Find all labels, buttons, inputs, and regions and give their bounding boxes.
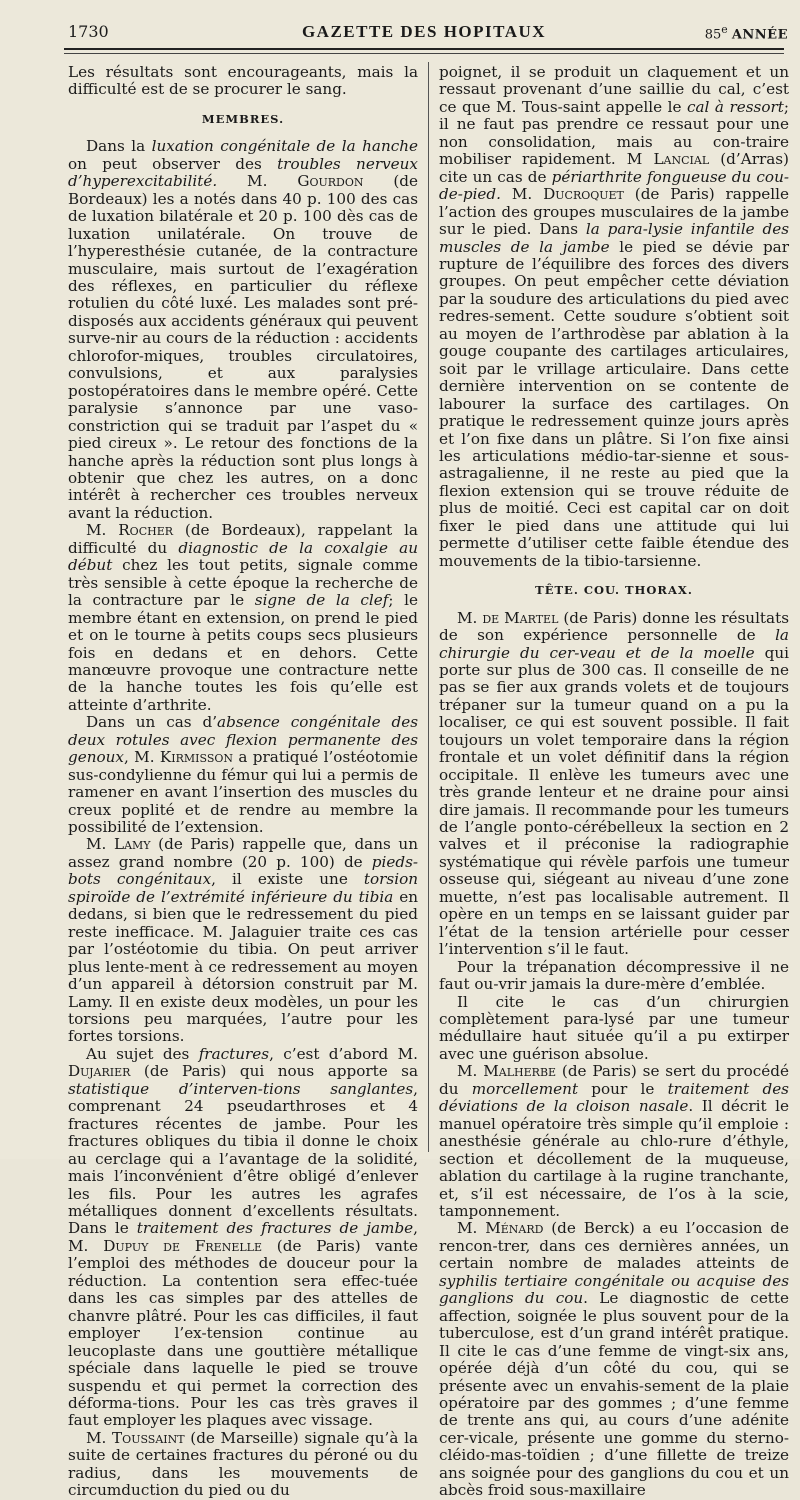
paragraph-cal-a-ressort: poignet, il se produit un claquement et un ressaut provenant d’une saillie du cal, c’est ce que M. Tous-saint appelle le cal à ressort; il ne faut pas prendre ce ressaut pour une non consolidation, mais au con-traire mobiliser rapidement. M Lancial (d’Arras) cite un cas de périarthrite fongueuse du cou-de-pied. M. Ducroquet (de Paris) rappelle l’action des groupes musculaires de la jambe sur le pied. Dans la para-lysie infantile des muscles de la jambe le pied se dévie par rupture de l’équilibre des forces des divers groupes. On peut empêcher cette déviation par la soudure des articulations du pied avec redres-sement. Cette soudure s’obtient soit au moyen de l’arthrodèse par ablation à la gouge coupante des cartilages articulaires, soit par le vrillage articulaire. Dans cette dernière intervention on se contente de labourer la surface des cartilages. On pratique le redressement quinze jours après et l’on fixe dans un plâtre. Si l’on fixe ainsi les articulations médio-tar-sienne et sous-astragalienne, il ne reste au pied que la flexion extension qui se trouve réduite de plus de moitié. Ceci est capital car on doit fixer le pied dans une attitude qui lui permette d’utiliser cette faible étendue des mouvements de la tibio-tarsienne. (439, 63, 789, 570)
paragraph-cloison-nasale: M. Malherbe (de Paris) se sert du procédé du morcellement pour le traitement des déviations de la cloison nasale. Il décrit le manuel opératoire très simple qu’il emploie : anesthésie générale au chlo-rure d’éthyle, section et décollement de la muqueuse, ablation du cartilage à la rugine tranchante, et, s’il est nécessaire, de l’os à la scie, tamponnement. (439, 1062, 789, 1220)
paragraph-syphilis-ganglions: M. Ménard (de Berck) a eu l’occasion de rencon-trer, dans ces dernières années, un certain nombre de malades atteints de syphilis tertiaire congénitale ou acquise des ganglions du cou. Le diagnostic de cette affection, soignée le plus souvent pour de la tuberculose, est d’un grand intérêt pratique. Il cite le cas d’une femme de vingt-six ans, opérée déjà d’un côté du cou, qui se présente avec un envahis-sement de la plaie opératoire par des gommes ; d’une femme de trente ans qui, au cours d’une adénite cer-vicale, présente une gomme du sterno-cléido-mas-toïdien ; d’une fillette de treize ans soignée pour des ganglions du cou et un abcès froid sous-maxillaire (439, 1219, 789, 1500)
paragraph-tumeur-medullaire: Il cite le cas d’un chirurgien complètement para-lysé par une tumeur médullaire haut située qu’il a pu extirper avec une guérison absolue. (439, 992, 789, 1063)
paragraph-luxation: Dans la luxation congénitale de la hanche on peut observer des troubles nerveux d’hyperexcitabilité. M. Gourdon (de Bordeaux) les a notés dans 40 p. 100 des cas de luxation bilatérale et 20 p. 100 dès cas de luxation unilatérale. On trouve de l’hyperesthésie cutanée, de la contracture musculaire, mais surtout de l’exagération des réflexes, en particulier du réflexe rotulien du côté luxé. Les malades sont pré-disposés aux accidents généraux qui peuvent surve-nir au cours de la réduction : accidents chlorofor-miques, troubles circulatoires, convulsions, et aux paralysies postopératoires dans le membre opéré. Cette paralysie s’annonce par une vaso-constriction qui se traduit par l’aspet du « pied cireux ». Le retour des fonctions de la hanche après la réduction sont plus longs à obtenir que chez les autres, on a donc intérêt à rechercher ces troubles nerveux avant la réduction. (68, 137, 418, 522)
paragraph-trepanation: Pour la trépanation décompressive il ne faut ou-vrir jamais la dure-mère d’emblée. (439, 957, 789, 994)
column-divider (428, 62, 429, 1152)
year-label: 85e ANNÉE (704, 23, 788, 43)
intro-paragraph: Les résultats sont encourageants, mais la difficulté est de se procurer le sang. (68, 63, 418, 99)
running-head (60, 18, 788, 44)
section-heading-membres: MEMBRES. (201, 111, 285, 126)
header-rule-thin (64, 53, 784, 54)
paragraph-toussaint: M. Toussaint (de Marseille) signale qu’à la suite de certaines fractures du péroné ou du radius, dans les mouvements de circumduction du pied ou du (68, 1428, 418, 1500)
section-heading-tete-cou-thorax: TÊTE. COU. THORAX. (535, 583, 693, 598)
paragraph-coxalgie: M. Rocher (de Bordeaux), rappelant la difficulté du diagnostic de la coxalgie au début chez les tout petits, signale comme très sensible à cette époque la recherche de la contracture par le signe de la clef; le membre étant en extension, on prend le pied et on le tourne à petits coups secs plusieurs fois en dedans et en dehors. Cette manœuvre provoque une contracture nette de la hanche toutes les fois qu’elle est atteinte d’arthrite. (68, 521, 418, 714)
paragraph-rotules: Dans un cas d’absence congénitale des deux rotules avec flexion permanente des genoux, M. Kirmisson a pratiqué l’ostéotomie sus-condylienne du fémur qui lui a permis de ramener en avant l’insertion des muscles du creux poplité et de rendre au membre la possibilité de l’extension. (68, 713, 418, 837)
journal-title: GAZETTE DES HOPITAUX (301, 22, 547, 41)
paragraph-pieds-bots: M. Lamy (de Paris) rappelle que, dans un assez grand nombre (20 p. 100) de pieds-bots congénitaux, il existe une torsion spiroïde de l’extrémité inférieure du tibia en dedans, si bien que le redressement du pied reste inefficace. M. Jalaguier traite ces cas par l’ostéotomie du tibia. On peut arriver plus lente-ment à ce redressement au moyen d’un appareil à détorsion construit par M. Lamy. Il en existe deux modèles, un pour les torsions peu marquées, l’autre pour les fortes torsions. (68, 835, 418, 1046)
paragraph-chirurgie-cerveau: M. de Martel (de Paris) donne les résultats de son expérience personnelle de la chirurgie du cer-veau et de la moelle qui porte sur plus de 300 cas. Il conseille de ne pas se fier aux grands volets et de toujours trépaner sur la tumeur quand on a pu la localiser, ce qui est souvent possible. Il fait toujours un volet temporaire dans la région frontale et un volet définitif dans la région occipitale. Il enlève les tumeurs avec une très grande lenteur et ne draine pour ainsi dire jamais. Il recommande pour les tumeurs de l’angle ponto-cérébelleux la section en 2 valves et il préconise la radiographie systématique qui révèle parfois une tumeur osseuse qui, siégeant au niveau d’une zone muette, n’est pas localisable autrement. Il opère en un temps en se laissant guider par l’état de la tension artérielle pour cesser l’intervention s’il le faut. (439, 608, 789, 959)
left-column (68, 64, 418, 1500)
right-column (439, 64, 789, 1500)
paragraph-fractures: Au sujet des fractures, c’est d’abord M. Dujarier (de Paris) qui nous apporte sa statistique d’interven-tions sanglantes, comprenant 24 pseudarthroses et 4 fractures récentes de jambe. Pour les fractures obliques du tibia il donne le choix au cerclage qui a l’avantage de la solidité, mais l’inconvénient d’être obligé d’enlever les fils. Pour les autres les agrafes métalliques donnent d’excellents résultats. Dans le traitement des fractures de jambe, M. Dupuy de Frenelle (de Paris) vante l’emploi des méthodes de douceur pour la réduction. La contention sera effec-tuée dans les cas simples par des attelles de chanvre plâtré. Pour les cas difficiles, il faut employer l’ex-tension continue au leucoplaste dans une gouttière métallique spéciale dans laquelle le pied se trouve suspendu et qui permet la correction des déforma-tions. Pour les cas très graves il faut employer les plaques avec vissage. (68, 1044, 418, 1430)
page-number: 1730 (68, 22, 109, 41)
header-rule (64, 48, 784, 50)
